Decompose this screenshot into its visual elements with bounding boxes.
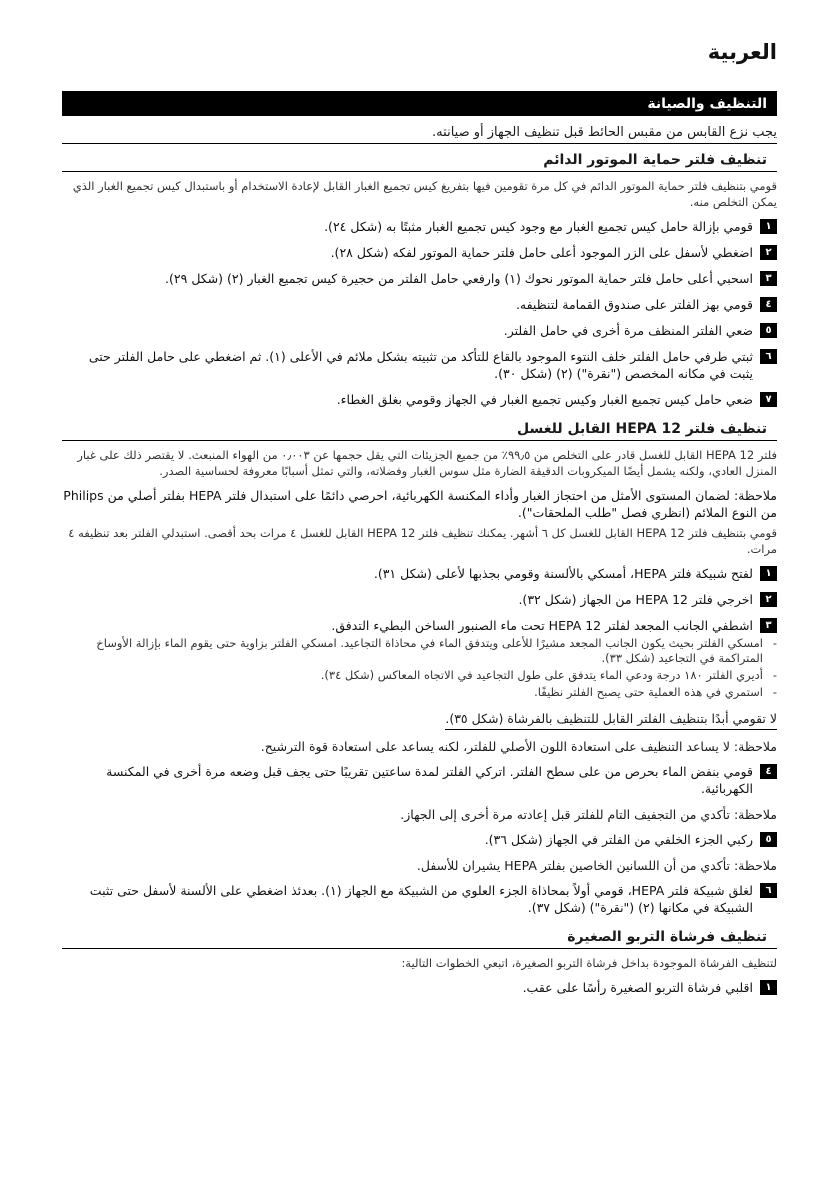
step-text: قومي بهز الفلتر على صندوق القمامة لتنظيفه.	[515, 297, 753, 312]
step-number: ٣	[760, 618, 777, 633]
turbo-brush-heading: تنظيف فرشاة التربو الصغيرة	[62, 925, 777, 949]
step-item	[62, 391, 777, 408]
turbo-brush-intro: لتنظيف الفرشاة الموجودة بداخل فرشاة التربو الصغيرة، اتبعي الخطوات التالية:	[401, 956, 777, 970]
rinse-bullet-list	[62, 636, 777, 700]
step-item	[62, 348, 777, 382]
hepa-note-replace: ملاحظة: لضمان المستوى الأمثل من احتجاز الغبار وأداء المكنسة الكهربائية، احرصي دائمًا على استبدال فلتر HEPA بفلتر أصلي من Philips من النوع الملائم (انظري فصل "طلب الملحقات").	[63, 488, 777, 520]
step-item	[62, 763, 777, 797]
step-item	[62, 296, 777, 313]
unplug-warning: يجب نزع القابس من مقبس الحائط قبل تنظيف الجهاز أو صيانته.	[62, 122, 777, 144]
bullet-item: - أديري الفلتر ١٨٠ درجة ودعي الماء يتدفق على طول التجاعيد في الاتجاه المعاكس (شكل ٣٤).	[62, 668, 777, 683]
step-number: ٥	[760, 323, 777, 338]
step-number: ٦	[760, 883, 777, 898]
step-text: لغلق شبيكة فلتر HEPA، قومي أولاً بمحاذاة الجزء العلوي من الشبيكة مع الجهاز (١). بعدئذ اضغطي على الألسنة لأسفل حتى تثبت الشبيكة في مكانها (٢) ("نقرة") (شكل ٣٧).	[89, 883, 753, 915]
step-text: ضعي الفلتر المنظف مرة أخرى في حامل الفلتر.	[503, 323, 753, 338]
step-text: اخرجي فلتر HEPA 12 من الجهاز (شكل ٣٢).	[518, 592, 753, 607]
step-number: ٢	[760, 245, 777, 260]
step-number: ٤	[760, 297, 777, 312]
motor-filter-heading: تنظيف فلتر حماية الموتور الدائم	[62, 148, 777, 172]
step-number: ١	[760, 980, 777, 995]
section-title: التنظيف والصيانة	[647, 95, 767, 112]
step-item	[62, 244, 777, 261]
bullet-item: - استمري في هذه العملية حتى يصبح الفلتر نظيفًا.	[62, 685, 777, 700]
step-text: اقلبي فرشاة التربو الصغيرة رأسًا على عقب.	[522, 980, 753, 995]
step-item	[62, 979, 777, 996]
section-title-bar	[62, 91, 777, 116]
step-text: ثبتي طرفي حامل الفلتر خلف النتوء الموجود بالقاع للتأكد من تثبيته بشكل ملائم في الأعلى (١). ثم اضغطي على حامل الفلتر حتى يثبت في مكانه المخصص ("نقرة") (٢) (شكل ٣٠).	[88, 349, 753, 381]
step-number: ٤	[760, 764, 777, 779]
hepa-note-clean-frequency: قومي بتنظيف فلتر HEPA 12 القابل للغسل كل ٦ أشهر. يمكنك تنظيف فلتر HEPA 12 القابل للغسل ٤ مرات بحد أقصى. استبدلي الفلتر بعد تنظيفه ٤ مرات.	[68, 526, 777, 556]
bullet-item: - امسكي الفلتر بحيث يكون الجانب المجعد مشيرًا للأعلى ويتدفق الماء في محاذاة التجاعيد. امسكي الفلتر بزاوية حتى يقوم الماء بإزالة الأوساخ المتراكمة في التجاعيد (شكل ٣٣).	[62, 636, 777, 666]
language-title: العربية	[707, 40, 777, 64]
step-item	[62, 831, 777, 848]
step-number: ٣	[760, 271, 777, 286]
step-item	[62, 617, 777, 634]
hepa-note-dry: ملاحظة: تأكدي من التجفيف التام للفلتر قبل إعادته مرة أخرى إلى الجهاز.	[400, 807, 777, 822]
step-number: ٦	[760, 349, 777, 364]
motor-filter-steps	[62, 218, 777, 408]
step-text: اشطفي الجانب المجعد لفلتر HEPA 12 تحت ماء الصنبور الساخن البطيء التدفق.	[331, 618, 753, 633]
step-text: ركبي الجزء الخلفي من الفلتر في الجهاز (شكل ٣٦).	[484, 832, 753, 847]
step-item	[62, 270, 777, 287]
page-content	[62, 122, 777, 1005]
hepa-filter-intro: فلتر HEPA 12 القابل للغسل قادر على التخلص من ٩٩٫٥٪ من جميع الجزيئات التي يقل حجمها عن ٠٫٠٠٣ من الهواء المنبعث. لا يقتصر ذلك على غبار المنزل العادي، ولكنه يشمل أيضًا الميكروبات الدقيقة الضارة مثل سوس الغبار وفضلاته، والتي تمثل أسبابًا معروفة لحساسية الصدر.	[77, 448, 777, 478]
step-text: لفتح شبيكة فلتر HEPA، أمسكي بالألسنة وقومي بجذبها لأعلى (شكل ٣١).	[373, 566, 753, 581]
hepa-filter-heading: تنظيف فلتر HEPA 12 القابل للغسل	[62, 417, 777, 441]
step-text: ضعي حامل كيس تجميع الغبار وكيس تجميع الغبار في الجهاز وقومي بغلق الغطاء.	[336, 392, 753, 407]
step-item	[62, 882, 777, 916]
step-text: قومي بنفض الماء بحرص من على سطح الفلتر. اتركي الفلتر لمدة ساعتين تقريبًا حتى يجف قبل وضعه مرة أخرى في المكنسة الكهربائية.	[106, 764, 753, 796]
step-number: ١	[760, 566, 777, 581]
step-number: ٧	[760, 392, 777, 407]
motor-filter-intro: قومي بتنظيف فلتر حماية الموتور الدائم في كل مرة تقومين فيها بتفريغ كيس تجميع الغبار القابل لإعادة الاستخدام أو باستبدال كيس تجميع الغبار الذي يمكن التخلص منه.	[72, 179, 777, 209]
hepa-note-tabs: ملاحظة: تأكدي من أن اللسانين الخاصين بفلتر HEPA يشيران للأسفل.	[416, 858, 777, 873]
step-text: قومي بإزالة حامل كيس تجميع الغبار مع وجود كيس تجميع الغبار مثبتًا به (شكل ٢٤).	[324, 219, 753, 234]
step-item	[62, 565, 777, 582]
step-number: ١	[760, 219, 777, 234]
step-text: اسحبي أعلى حامل فلتر حماية الموتور نحوك (١) وارفعي حامل الفلتر من حجيرة كيس تجميع الغبار (٢) (شكل ٢٩).	[165, 271, 753, 286]
hepa-note-color: ملاحظة: لا يساعد التنظيف على استعادة اللون الأصلي للفلتر، لكنه يساعد على استعادة قوة الترشيح.	[260, 739, 777, 754]
step-item	[62, 322, 777, 339]
step-item	[62, 591, 777, 608]
step-text: اضغطي لأسفل على الزر الموجود أعلى حامل فلتر حماية الموتور لفكه (شكل ٢٨).	[330, 245, 753, 260]
step-item	[62, 218, 777, 235]
step-number: ٢	[760, 592, 777, 607]
brush-warning: لا تقومي أبدًا بتنظيف الفلتر القابل للتنظيف بالفرشاة (شكل ٣٥).	[445, 709, 777, 730]
step-number: ٥	[760, 832, 777, 847]
